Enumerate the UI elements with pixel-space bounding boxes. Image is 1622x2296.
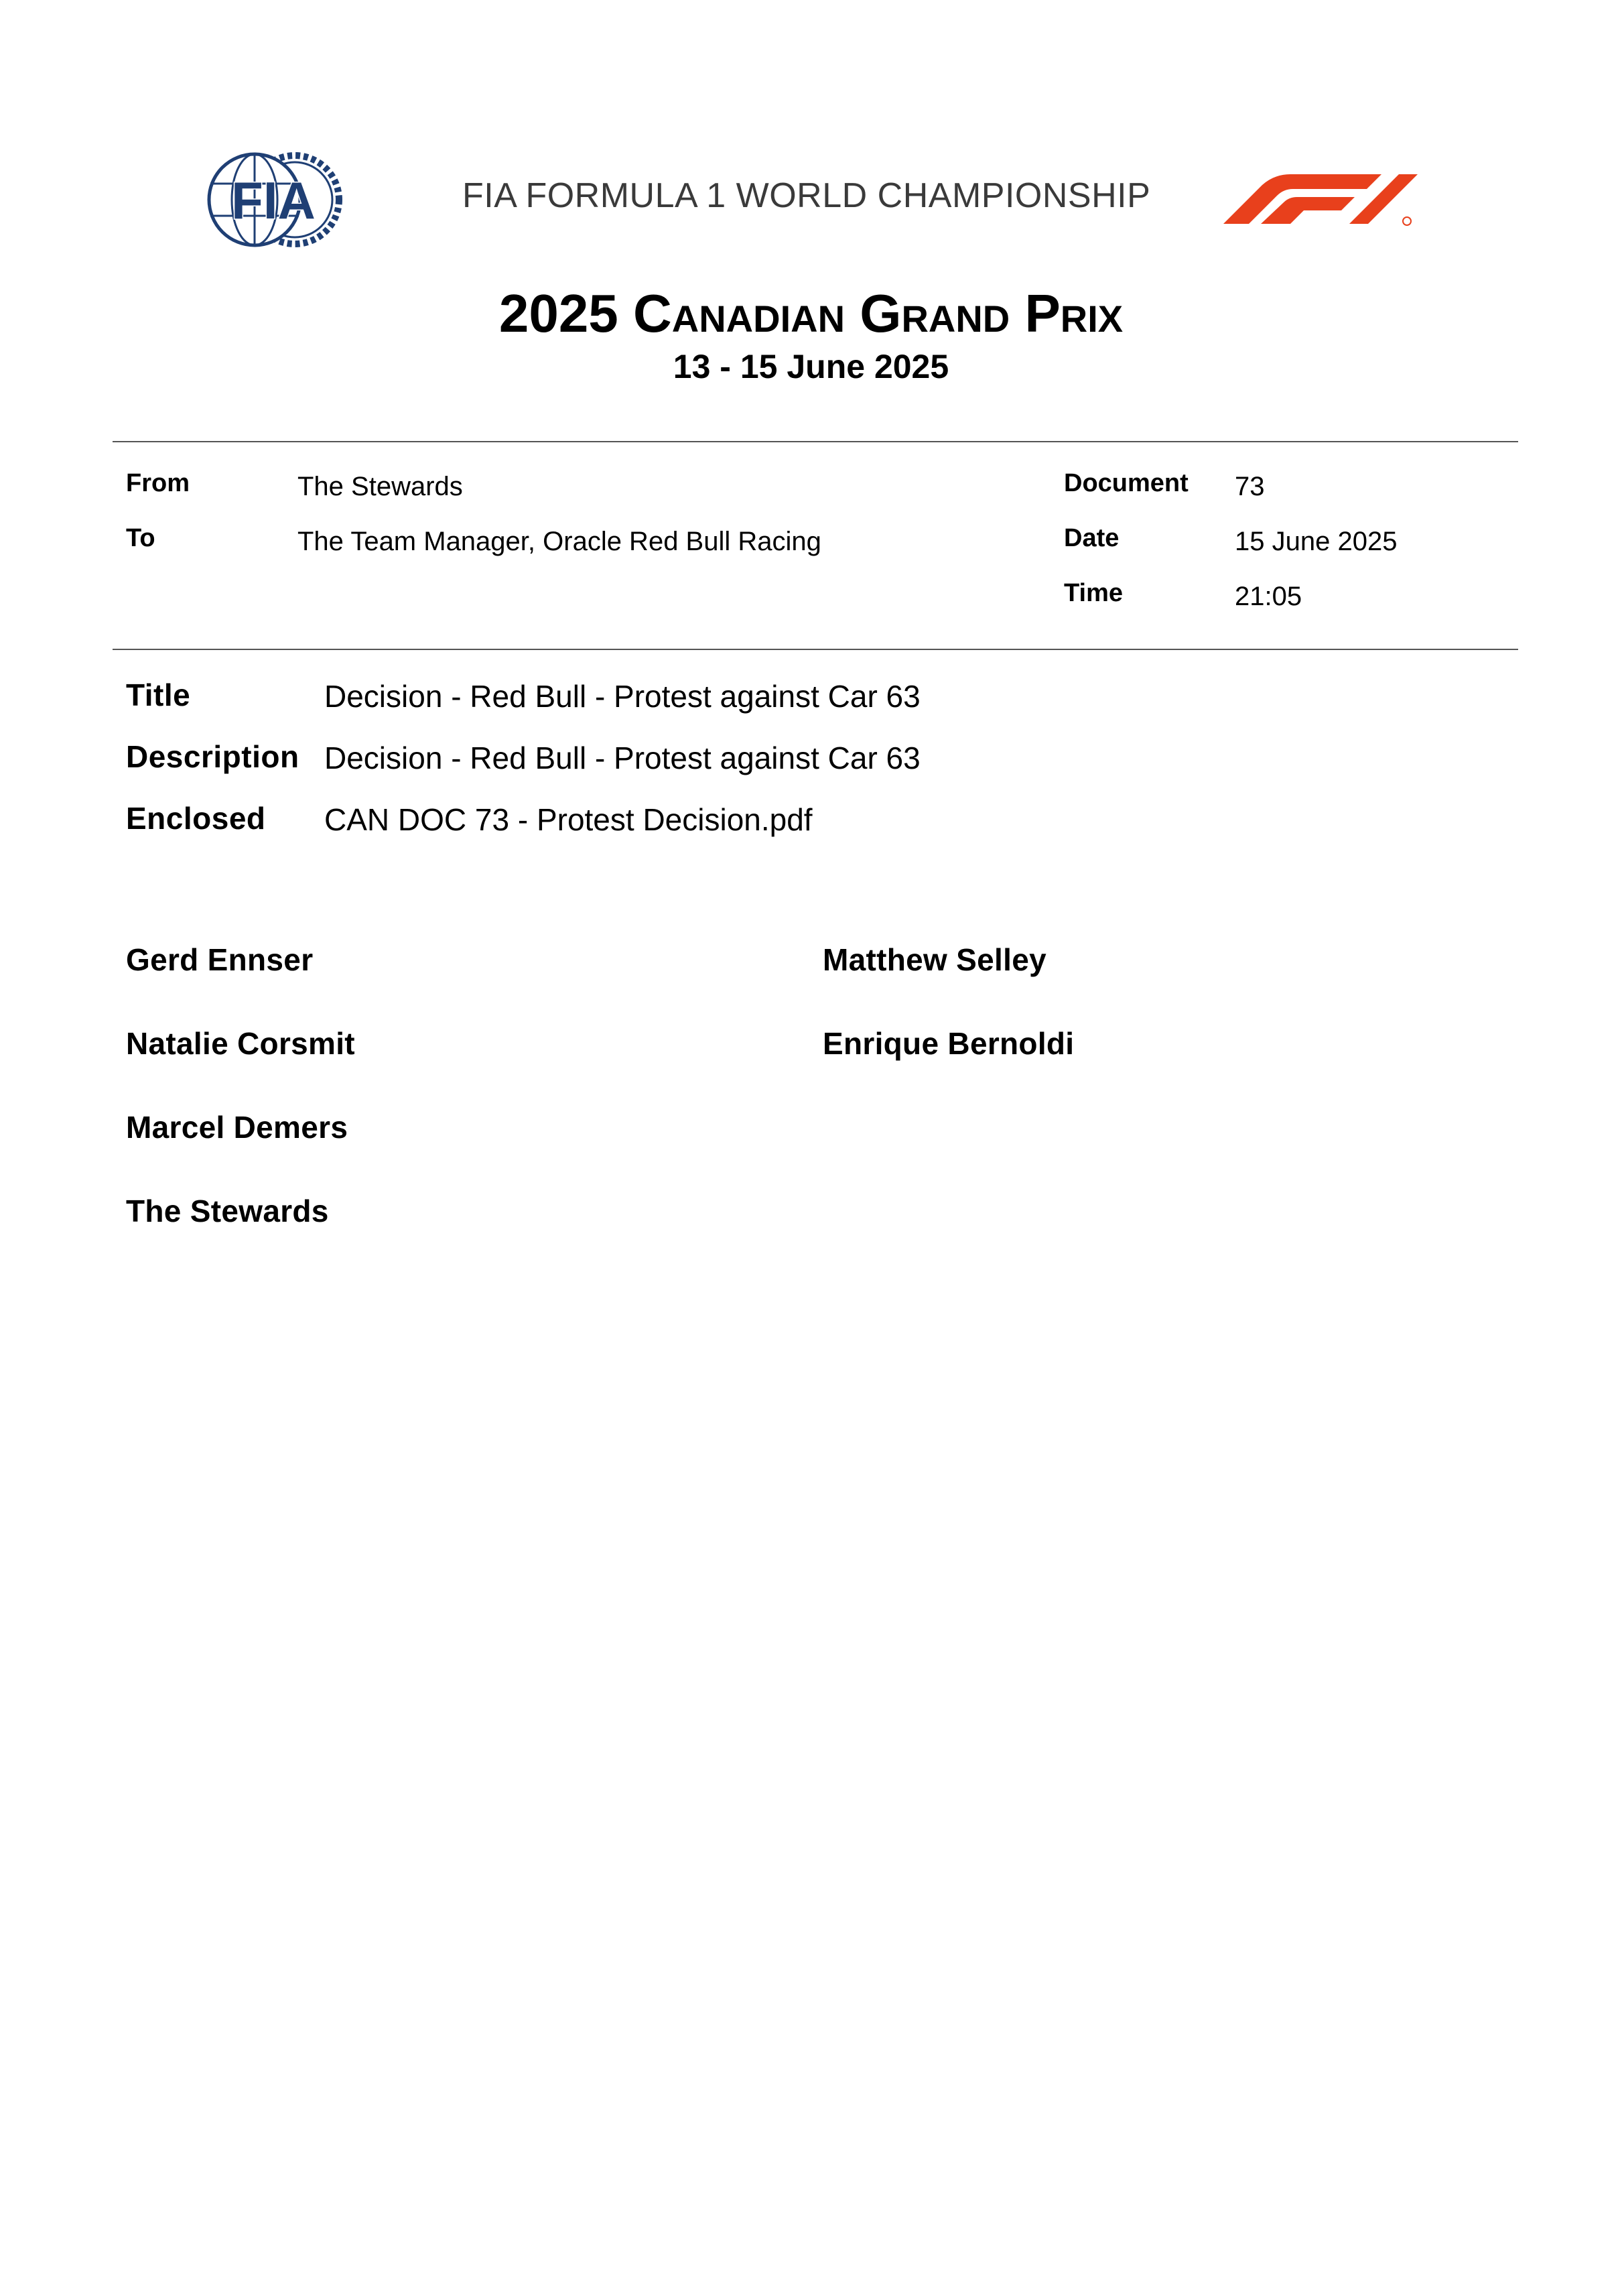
date-label: Date — [1064, 524, 1120, 552]
description-value: Decision - Red Bull - Protest against Car 63 — [324, 741, 921, 775]
signatory-left-2: Natalie Corsmit — [126, 1026, 355, 1061]
date-value: 15 June 2025 — [1235, 527, 1398, 556]
from-value: The Stewards — [297, 472, 463, 501]
signatory-left-1: Gerd Ennser — [126, 942, 314, 977]
fia-logo — [206, 151, 343, 248]
title-label: Title — [126, 678, 191, 712]
svg-text:FIA: FIA — [231, 171, 316, 230]
f1-logo — [1223, 170, 1422, 227]
divider-top — [113, 441, 1518, 442]
time-value: 21:05 — [1235, 582, 1302, 611]
enclosed-attachment-link[interactable]: CAN DOC 73 - Protest Decision.pdf — [324, 802, 813, 837]
divider-middle — [113, 649, 1518, 650]
description-label: Description — [126, 739, 299, 774]
signatory-right-2: Enrique Bernoldi — [823, 1026, 1075, 1061]
championship-title: FIA FORMULA 1 WORLD CHAMPIONSHIP — [462, 176, 1151, 215]
event-title: 2025 Canadian Grand Prix — [498, 283, 1124, 343]
enclosed-label: Enclosed — [126, 801, 266, 836]
to-value: The Team Manager, Oracle Red Bull Racing — [297, 527, 821, 556]
event-dates: 13 - 15 June 2025 — [673, 348, 949, 385]
from-label: From — [126, 469, 190, 497]
signatory-left-4: The Stewards — [126, 1194, 329, 1228]
to-label: To — [126, 524, 155, 552]
title-value: Decision - Red Bull - Protest against Car 63 — [324, 679, 921, 714]
document-value: 73 — [1235, 472, 1265, 501]
signatory-right-1: Matthew Selley — [823, 942, 1046, 977]
document-label: Document — [1064, 469, 1189, 497]
time-label: Time — [1064, 579, 1124, 607]
signatory-left-3: Marcel Demers — [126, 1110, 348, 1145]
